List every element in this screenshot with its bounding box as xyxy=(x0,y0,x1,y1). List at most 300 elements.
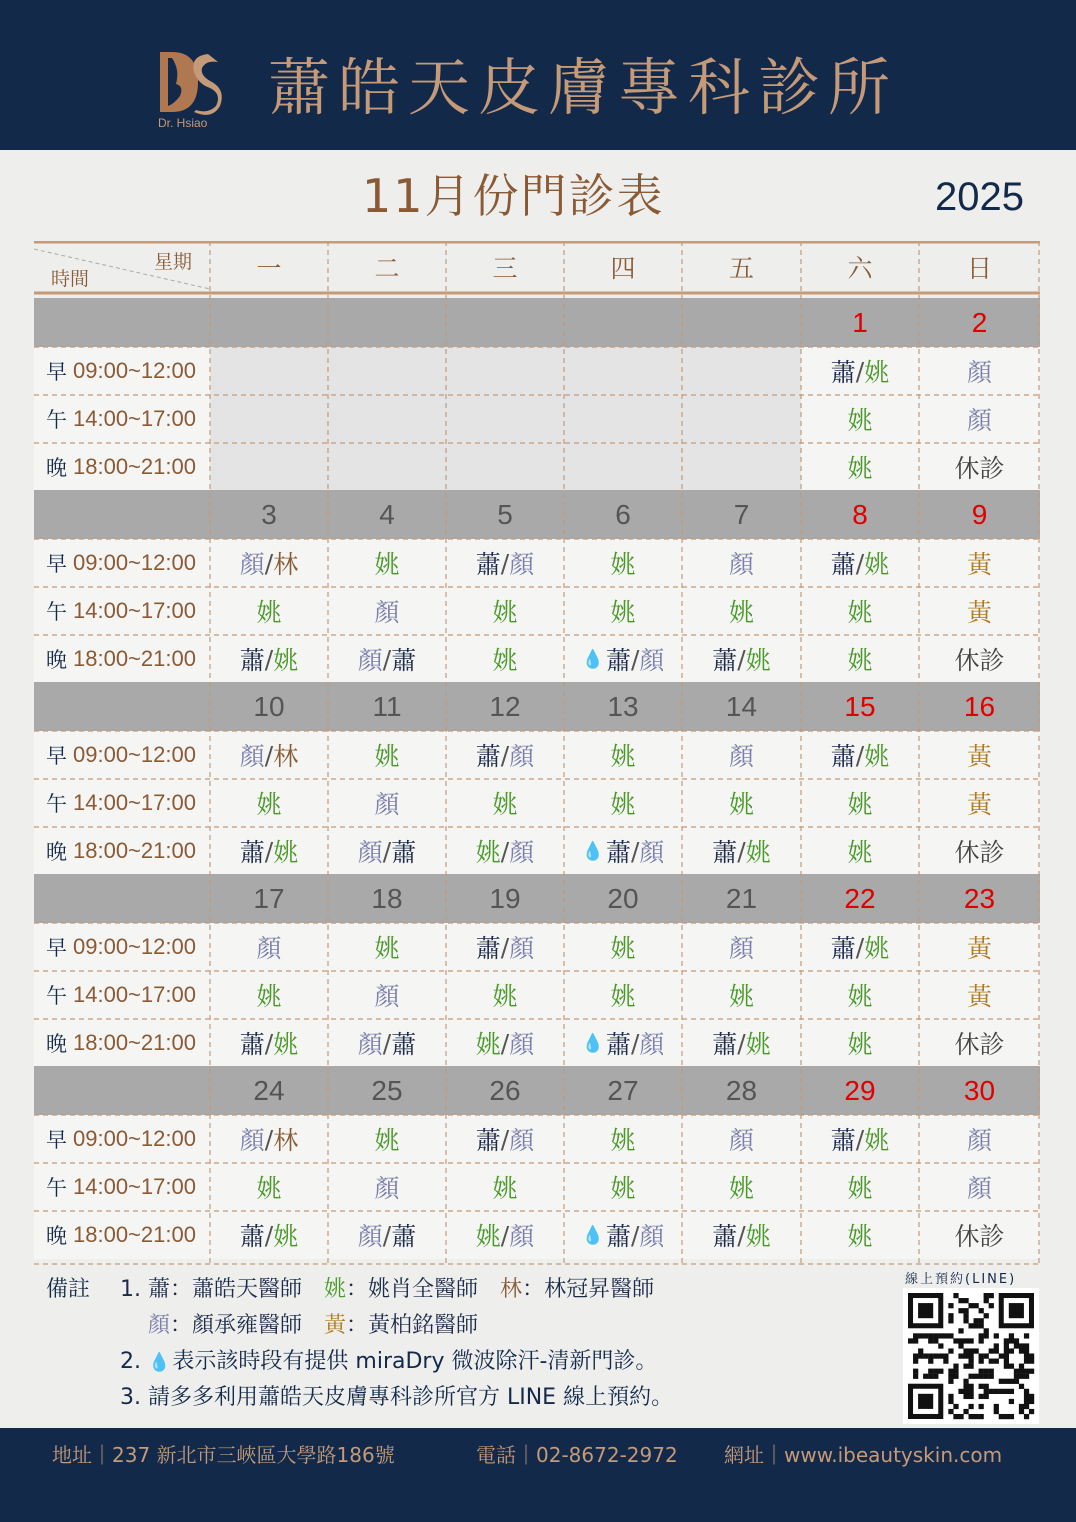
doctor-initial: 姚 xyxy=(610,790,636,819)
date-cell: 16 xyxy=(963,690,996,722)
schedule-cell xyxy=(682,779,801,827)
schedule-cell xyxy=(328,1163,446,1211)
date-cell: 5 xyxy=(497,498,513,530)
schedule-cell xyxy=(919,1163,1040,1211)
schedule-cell xyxy=(210,923,328,971)
time-range: 14:00~17:00 xyxy=(73,982,196,1007)
time-range: 09:00~12:00 xyxy=(73,1126,196,1151)
slash: / xyxy=(630,1028,640,1058)
doctor-initial: 姚 xyxy=(847,790,873,819)
slash: / xyxy=(500,836,510,866)
time-slot-label xyxy=(34,395,210,443)
schedule-cell xyxy=(919,971,1040,1019)
doctor-initial: 姚 xyxy=(847,1030,873,1059)
schedule-cell xyxy=(682,1211,801,1259)
schedule-cell xyxy=(328,1115,446,1163)
logo-caption: Dr. Hsiao xyxy=(158,116,208,130)
date-cell: 26 xyxy=(489,1074,521,1106)
time-slot-label xyxy=(34,635,210,683)
doctor-initial: 姚 xyxy=(273,1030,299,1059)
doctor-initial: 黃 xyxy=(966,550,992,579)
water-drop-icon: 💧 xyxy=(581,648,604,670)
doctor-initial: 姚 xyxy=(374,550,400,579)
doctor-initial: 顏 xyxy=(509,550,535,579)
footer-phone[interactable]: 電話｜02-8672-2972 xyxy=(476,1443,678,1467)
schedule-cell xyxy=(564,1115,682,1163)
schedule-cell xyxy=(328,1019,446,1067)
doctor-initial: 蕭 xyxy=(830,1126,856,1155)
schedule-cell xyxy=(801,635,919,683)
schedule-cell xyxy=(801,971,919,1019)
doctor-initial: 蕭 xyxy=(605,646,631,675)
doctor-initial: 顏 xyxy=(639,1222,665,1251)
time-prefix: 晚 xyxy=(46,1224,67,1248)
time-slot-label xyxy=(34,827,210,875)
day-header: 四 xyxy=(610,254,636,283)
doctor-initial: 蕭 xyxy=(475,742,501,771)
time-range: 18:00~21:00 xyxy=(73,646,196,671)
schedule-cell xyxy=(682,587,801,635)
schedule-cell xyxy=(446,971,564,1019)
schedule-cell xyxy=(446,539,564,587)
schedule-cell xyxy=(210,635,328,683)
schedule-cell xyxy=(328,971,446,1019)
time-range: 18:00~21:00 xyxy=(73,1030,196,1055)
doctor-initial: 蕭 xyxy=(712,838,738,867)
doctor-initial: 顏 xyxy=(509,934,535,963)
schedule-cell xyxy=(328,539,446,587)
doctor-initial: 姚 xyxy=(728,982,754,1011)
slash: / xyxy=(855,356,865,386)
doctor-initial: 黃 xyxy=(966,598,992,627)
time-slot-label xyxy=(34,1019,210,1067)
time-slot-label xyxy=(34,779,210,827)
note-text: 蕭 xyxy=(147,1277,170,1302)
time-range: 14:00~17:00 xyxy=(73,406,196,431)
corner-label-time: 時間 xyxy=(50,267,89,290)
time-slot-label xyxy=(34,923,210,971)
doctor-initial: 黃 xyxy=(966,790,992,819)
doctor-initial: 蕭 xyxy=(712,646,738,675)
date-cell: 3 xyxy=(261,498,277,530)
day-header: 日 xyxy=(966,254,992,283)
schedule-cell xyxy=(801,1115,919,1163)
note-text: ：林冠昇醫師 xyxy=(522,1277,655,1302)
doctor-initial: 顏 xyxy=(728,1126,754,1155)
schedule-cell xyxy=(328,1211,446,1259)
doctor-initial: 顏 xyxy=(966,1126,992,1155)
doctor-initial: 顏 xyxy=(357,838,383,867)
doctor-initial: 蕭 xyxy=(830,358,856,387)
doctor-initial: 姚 xyxy=(492,982,518,1011)
schedule-cell xyxy=(564,1211,682,1259)
slash: / xyxy=(855,740,865,770)
slash: / xyxy=(382,836,392,866)
day-header: 五 xyxy=(728,254,754,283)
date-cell: 13 xyxy=(607,690,639,722)
schedule-cell xyxy=(801,443,919,491)
schedule-cell xyxy=(682,923,801,971)
doctor-initial: 顏 xyxy=(239,742,265,771)
date-cell: 12 xyxy=(489,690,521,722)
note-text: 姚 xyxy=(324,1277,347,1302)
doctor-initial: 姚 xyxy=(374,934,400,963)
corner-label-weekday: 星期 xyxy=(153,250,192,273)
doctor-initial: 顏 xyxy=(374,982,400,1011)
doctor-initial: 姚 xyxy=(728,598,754,627)
time-range: 09:00~12:00 xyxy=(73,742,196,767)
time-range: 18:00~21:00 xyxy=(73,454,196,479)
doctor-initial: 顏 xyxy=(357,646,383,675)
doctor-initial: 姚 xyxy=(610,550,636,579)
date-cell: 14 xyxy=(725,690,758,722)
doctor-initial: 姚 xyxy=(610,982,636,1011)
schedule-cell xyxy=(801,827,919,875)
schedule-cell xyxy=(919,1019,1040,1067)
time-range: 14:00~17:00 xyxy=(73,1174,196,1199)
doctor-initial: 姚 xyxy=(492,790,518,819)
doctor-initial: 蕭 xyxy=(605,1222,631,1251)
date-cell: 27 xyxy=(607,1074,639,1106)
slash: / xyxy=(264,1028,274,1058)
schedule-cell xyxy=(446,1115,564,1163)
date-cell: 21 xyxy=(725,882,758,914)
schedule-cell xyxy=(682,827,801,875)
doctor-initial: 林 xyxy=(273,1126,299,1155)
doctor-initial: 蕭 xyxy=(391,646,417,675)
date-cell: 29 xyxy=(844,1074,876,1106)
time-range: 09:00~12:00 xyxy=(73,934,196,959)
schedule-cell xyxy=(919,395,1040,443)
doctor-initial: 黃 xyxy=(966,982,992,1011)
doctor-initial: 顏 xyxy=(374,790,400,819)
note-doctors-1 xyxy=(120,1272,654,1308)
doctor-initial: 顏 xyxy=(256,934,282,963)
slash: / xyxy=(264,740,274,770)
time-slot-label xyxy=(34,971,210,1019)
date-cell: 22 xyxy=(844,882,876,914)
doctor-initial: 顏 xyxy=(509,838,535,867)
schedule-cell xyxy=(919,587,1040,635)
schedule-cell xyxy=(446,827,564,875)
doctor-initial: 姚 xyxy=(745,646,771,675)
time-range: 09:00~12:00 xyxy=(73,550,196,575)
doctor-initial: 顏 xyxy=(728,934,754,963)
schedule-cell xyxy=(564,635,682,683)
doctor-initial: 姚 xyxy=(728,790,754,819)
schedule-cell xyxy=(564,923,682,971)
doctor-initial: 顏 xyxy=(728,550,754,579)
note-line-booking: 3. 請多多利用蕭皓天皮膚專科診所官方 LINE 線上預約。 xyxy=(120,1385,674,1410)
time-prefix: 晚 xyxy=(46,840,67,864)
schedule-cell xyxy=(328,779,446,827)
note-text: 黃 xyxy=(324,1313,347,1338)
closed-label: 休診 xyxy=(954,646,1005,675)
closed-label: 休診 xyxy=(954,454,1005,483)
date-cell: 28 xyxy=(725,1074,758,1106)
schedule-cell xyxy=(801,731,919,779)
doctor-initial: 姚 xyxy=(273,838,299,867)
schedule-cell xyxy=(210,779,328,827)
time-prefix: 早 xyxy=(46,744,67,768)
time-prefix: 早 xyxy=(46,1128,67,1152)
date-cell: 17 xyxy=(253,882,285,914)
doctor-initial: 姚 xyxy=(256,598,282,627)
doctor-initial: 顏 xyxy=(966,406,992,435)
schedule-cell xyxy=(919,635,1040,683)
doctor-initial: 顏 xyxy=(357,1222,383,1251)
day-header: 二 xyxy=(374,254,400,283)
date-cell: 10 xyxy=(253,690,285,722)
note-text: ：姚肖全醫師 xyxy=(346,1277,501,1302)
time-slot-label xyxy=(34,587,210,635)
slash: / xyxy=(264,548,274,578)
schedule-cell xyxy=(919,1115,1040,1163)
time-prefix: 午 xyxy=(46,1176,67,1200)
slash: / xyxy=(382,1220,392,1250)
doctor-initial: 姚 xyxy=(610,742,636,771)
slash: / xyxy=(264,836,274,866)
schedule-cell xyxy=(682,635,801,683)
doctor-initial: 姚 xyxy=(610,1174,636,1203)
doctor-initial: 蕭 xyxy=(239,1222,265,1251)
doctor-initial: 顏 xyxy=(509,1030,535,1059)
schedule-cell xyxy=(328,635,446,683)
doctor-initial: 姚 xyxy=(864,742,890,771)
time-prefix: 晚 xyxy=(46,648,67,672)
schedule-cell xyxy=(210,539,328,587)
time-slot-label xyxy=(34,1115,210,1163)
schedule-cell xyxy=(682,1115,801,1163)
doctor-initial: 蕭 xyxy=(475,550,501,579)
doctor-initial: 姚 xyxy=(256,1174,282,1203)
date-cell: 8 xyxy=(852,498,868,530)
slash: / xyxy=(500,740,510,770)
slash: / xyxy=(737,836,746,866)
schedule-cell xyxy=(919,923,1040,971)
schedule-title: 11月份門診表 xyxy=(362,169,665,223)
schedule-cell xyxy=(801,1019,919,1067)
doctor-initial: 姚 xyxy=(864,934,890,963)
slash: / xyxy=(737,644,746,674)
clinic-name: 蕭皓天皮膚專科診所 xyxy=(268,51,899,124)
time-slot-label xyxy=(34,539,210,587)
note-text: 林 xyxy=(500,1277,523,1302)
date-cell: 20 xyxy=(607,882,639,914)
day-header: 三 xyxy=(492,254,518,283)
schedule-cell xyxy=(801,923,919,971)
schedule-cell xyxy=(210,731,328,779)
schedule-cell xyxy=(801,1211,919,1259)
doctor-initial: 姚 xyxy=(847,646,873,675)
schedule-cell xyxy=(801,779,919,827)
header-bar xyxy=(0,0,1076,150)
schedule-cell xyxy=(919,827,1040,875)
date-cell: 7 xyxy=(733,498,750,530)
time-prefix: 早 xyxy=(46,360,67,384)
doctor-initial: 林 xyxy=(273,742,299,771)
slash: / xyxy=(500,932,510,962)
slash: / xyxy=(500,548,510,578)
doctor-initial: 姚 xyxy=(864,358,890,387)
water-drop-icon: 💧 xyxy=(581,1224,604,1246)
doctor-initial: 顏 xyxy=(639,646,665,675)
schedule-cell xyxy=(328,827,446,875)
date-cell: 4 xyxy=(379,498,395,530)
time-range: 09:00~12:00 xyxy=(73,358,196,383)
time-range: 18:00~21:00 xyxy=(73,838,196,863)
doctor-initial: 蕭 xyxy=(239,646,265,675)
doctor-initial: 蕭 xyxy=(391,838,417,867)
date-cell: 23 xyxy=(963,882,996,914)
doctor-initial: 姚 xyxy=(475,838,501,867)
date-cell: 24 xyxy=(253,1074,285,1106)
doctor-initial: 姚 xyxy=(374,742,400,771)
date-cell: 9 xyxy=(971,498,988,530)
doctor-initial: 林 xyxy=(273,550,299,579)
schedule-cell xyxy=(801,347,919,395)
time-prefix: 午 xyxy=(46,792,67,816)
doctor-initial: 蕭 xyxy=(830,550,856,579)
doctor-initial: 蕭 xyxy=(605,1030,631,1059)
doctor-initial: 姚 xyxy=(256,982,282,1011)
schedule-cell xyxy=(919,443,1040,491)
doctor-initial: 姚 xyxy=(492,598,518,627)
closed-label: 休診 xyxy=(954,1222,1005,1251)
doctor-initial: 顏 xyxy=(639,838,665,867)
slash: / xyxy=(264,1220,274,1250)
doctor-initial: 顏 xyxy=(374,598,400,627)
schedule-cell xyxy=(801,395,919,443)
doctor-initial: 蕭 xyxy=(830,934,856,963)
footer-website[interactable]: 網址｜www.ibeautyskin.com xyxy=(724,1443,1003,1467)
time-prefix: 午 xyxy=(46,408,67,432)
schedule-cell xyxy=(446,731,564,779)
slash: / xyxy=(855,548,865,578)
doctor-initial: 姚 xyxy=(864,550,890,579)
schedule-cell xyxy=(682,971,801,1019)
slash: / xyxy=(264,644,274,674)
note-text: ：顏承雍醫師 xyxy=(170,1313,325,1338)
doctor-initial: 姚 xyxy=(492,646,518,675)
date-cell: 30 xyxy=(963,1074,996,1106)
doctor-initial: 姚 xyxy=(847,838,873,867)
date-cell: 15 xyxy=(844,690,876,722)
time-range: 18:00~21:00 xyxy=(73,1222,196,1247)
water-drop-icon: 💧 xyxy=(581,840,604,862)
doctor-initial: 顏 xyxy=(374,1174,400,1203)
doctor-initial: 姚 xyxy=(492,1174,518,1203)
date-cell: 25 xyxy=(371,1074,403,1106)
doctor-initial: 蕭 xyxy=(712,1030,738,1059)
slash: / xyxy=(264,1124,274,1154)
time-prefix: 晚 xyxy=(46,456,67,480)
schedule-cell xyxy=(564,1019,682,1067)
note-text: 1. xyxy=(120,1277,148,1302)
doctor-initial: 蕭 xyxy=(605,838,631,867)
doctor-initial: 蕭 xyxy=(239,1030,265,1059)
schedule-cell xyxy=(564,731,682,779)
doctor-initial: 姚 xyxy=(745,1222,771,1251)
schedule-cell xyxy=(919,731,1040,779)
schedule-cell xyxy=(210,1019,328,1067)
time-prefix: 早 xyxy=(46,936,67,960)
schedule-cell xyxy=(210,827,328,875)
schedule-cell xyxy=(328,731,446,779)
qr-code-icon[interactable] xyxy=(903,1288,1039,1424)
water-drop-icon: 💧 xyxy=(581,1032,604,1054)
schedule-cell xyxy=(446,779,564,827)
slash: / xyxy=(630,836,640,866)
doctor-initial: 姚 xyxy=(847,406,873,435)
doctor-initial: 蕭 xyxy=(239,838,265,867)
doctor-initial: 姚 xyxy=(610,1126,636,1155)
doctor-initial: 姚 xyxy=(475,1222,501,1251)
time-range: 14:00~17:00 xyxy=(73,790,196,815)
doctor-initial: 姚 xyxy=(273,1222,299,1251)
day-header: 六 xyxy=(847,254,873,283)
doctor-initial: 姚 xyxy=(273,646,299,675)
schedule-cell xyxy=(564,971,682,1019)
schedule-cell xyxy=(564,1163,682,1211)
doctor-initial: 蕭 xyxy=(830,742,856,771)
schedule-cell xyxy=(919,539,1040,587)
schedule-cell xyxy=(210,1115,328,1163)
schedule-cell xyxy=(446,587,564,635)
schedule-cell xyxy=(446,1211,564,1259)
schedule-cell xyxy=(446,1163,564,1211)
schedule-cell xyxy=(682,1163,801,1211)
date-cell: 2 xyxy=(971,306,988,338)
doctor-initial: 黃 xyxy=(966,934,992,963)
date-cell: 6 xyxy=(615,498,631,530)
doctor-initial: 蕭 xyxy=(391,1030,417,1059)
doctor-initial: 姚 xyxy=(610,598,636,627)
date-cell: 11 xyxy=(372,690,402,722)
schedule-cell xyxy=(682,539,801,587)
note-miradry xyxy=(120,1344,657,1381)
doctor-initial: 姚 xyxy=(847,598,873,627)
doctor-initial: 顏 xyxy=(239,550,265,579)
slash: / xyxy=(855,932,865,962)
doctor-initial: 顏 xyxy=(509,1126,535,1155)
time-range: 14:00~17:00 xyxy=(73,598,196,623)
schedule-cell xyxy=(801,1163,919,1211)
note-text: 顏 xyxy=(148,1313,171,1338)
date-cell: 1 xyxy=(852,306,868,338)
schedule-cell xyxy=(919,779,1040,827)
schedule-cell xyxy=(564,827,682,875)
slash: / xyxy=(500,1028,510,1058)
doctor-initial: 顏 xyxy=(239,1126,265,1155)
time-slot-label xyxy=(34,443,210,491)
schedule-cell xyxy=(801,539,919,587)
schedule-year: 2025 xyxy=(935,175,1024,219)
doctor-initial: 姚 xyxy=(847,982,873,1011)
doctor-initial: 顏 xyxy=(509,742,535,771)
slash: / xyxy=(382,644,392,674)
doctor-initial: 姚 xyxy=(728,1174,754,1203)
doctor-initial: 姚 xyxy=(475,1030,501,1059)
time-prefix: 早 xyxy=(46,552,67,576)
schedule-cell xyxy=(446,635,564,683)
footer-address: 地址｜237 新北市三峽區大學路186號 xyxy=(52,1443,395,1467)
notes-label: 備註 xyxy=(46,1277,91,1302)
schedule-cell xyxy=(210,1211,328,1259)
schedule-cell xyxy=(446,1019,564,1067)
doctor-initial: 顏 xyxy=(509,1222,535,1251)
slash: / xyxy=(737,1220,746,1250)
